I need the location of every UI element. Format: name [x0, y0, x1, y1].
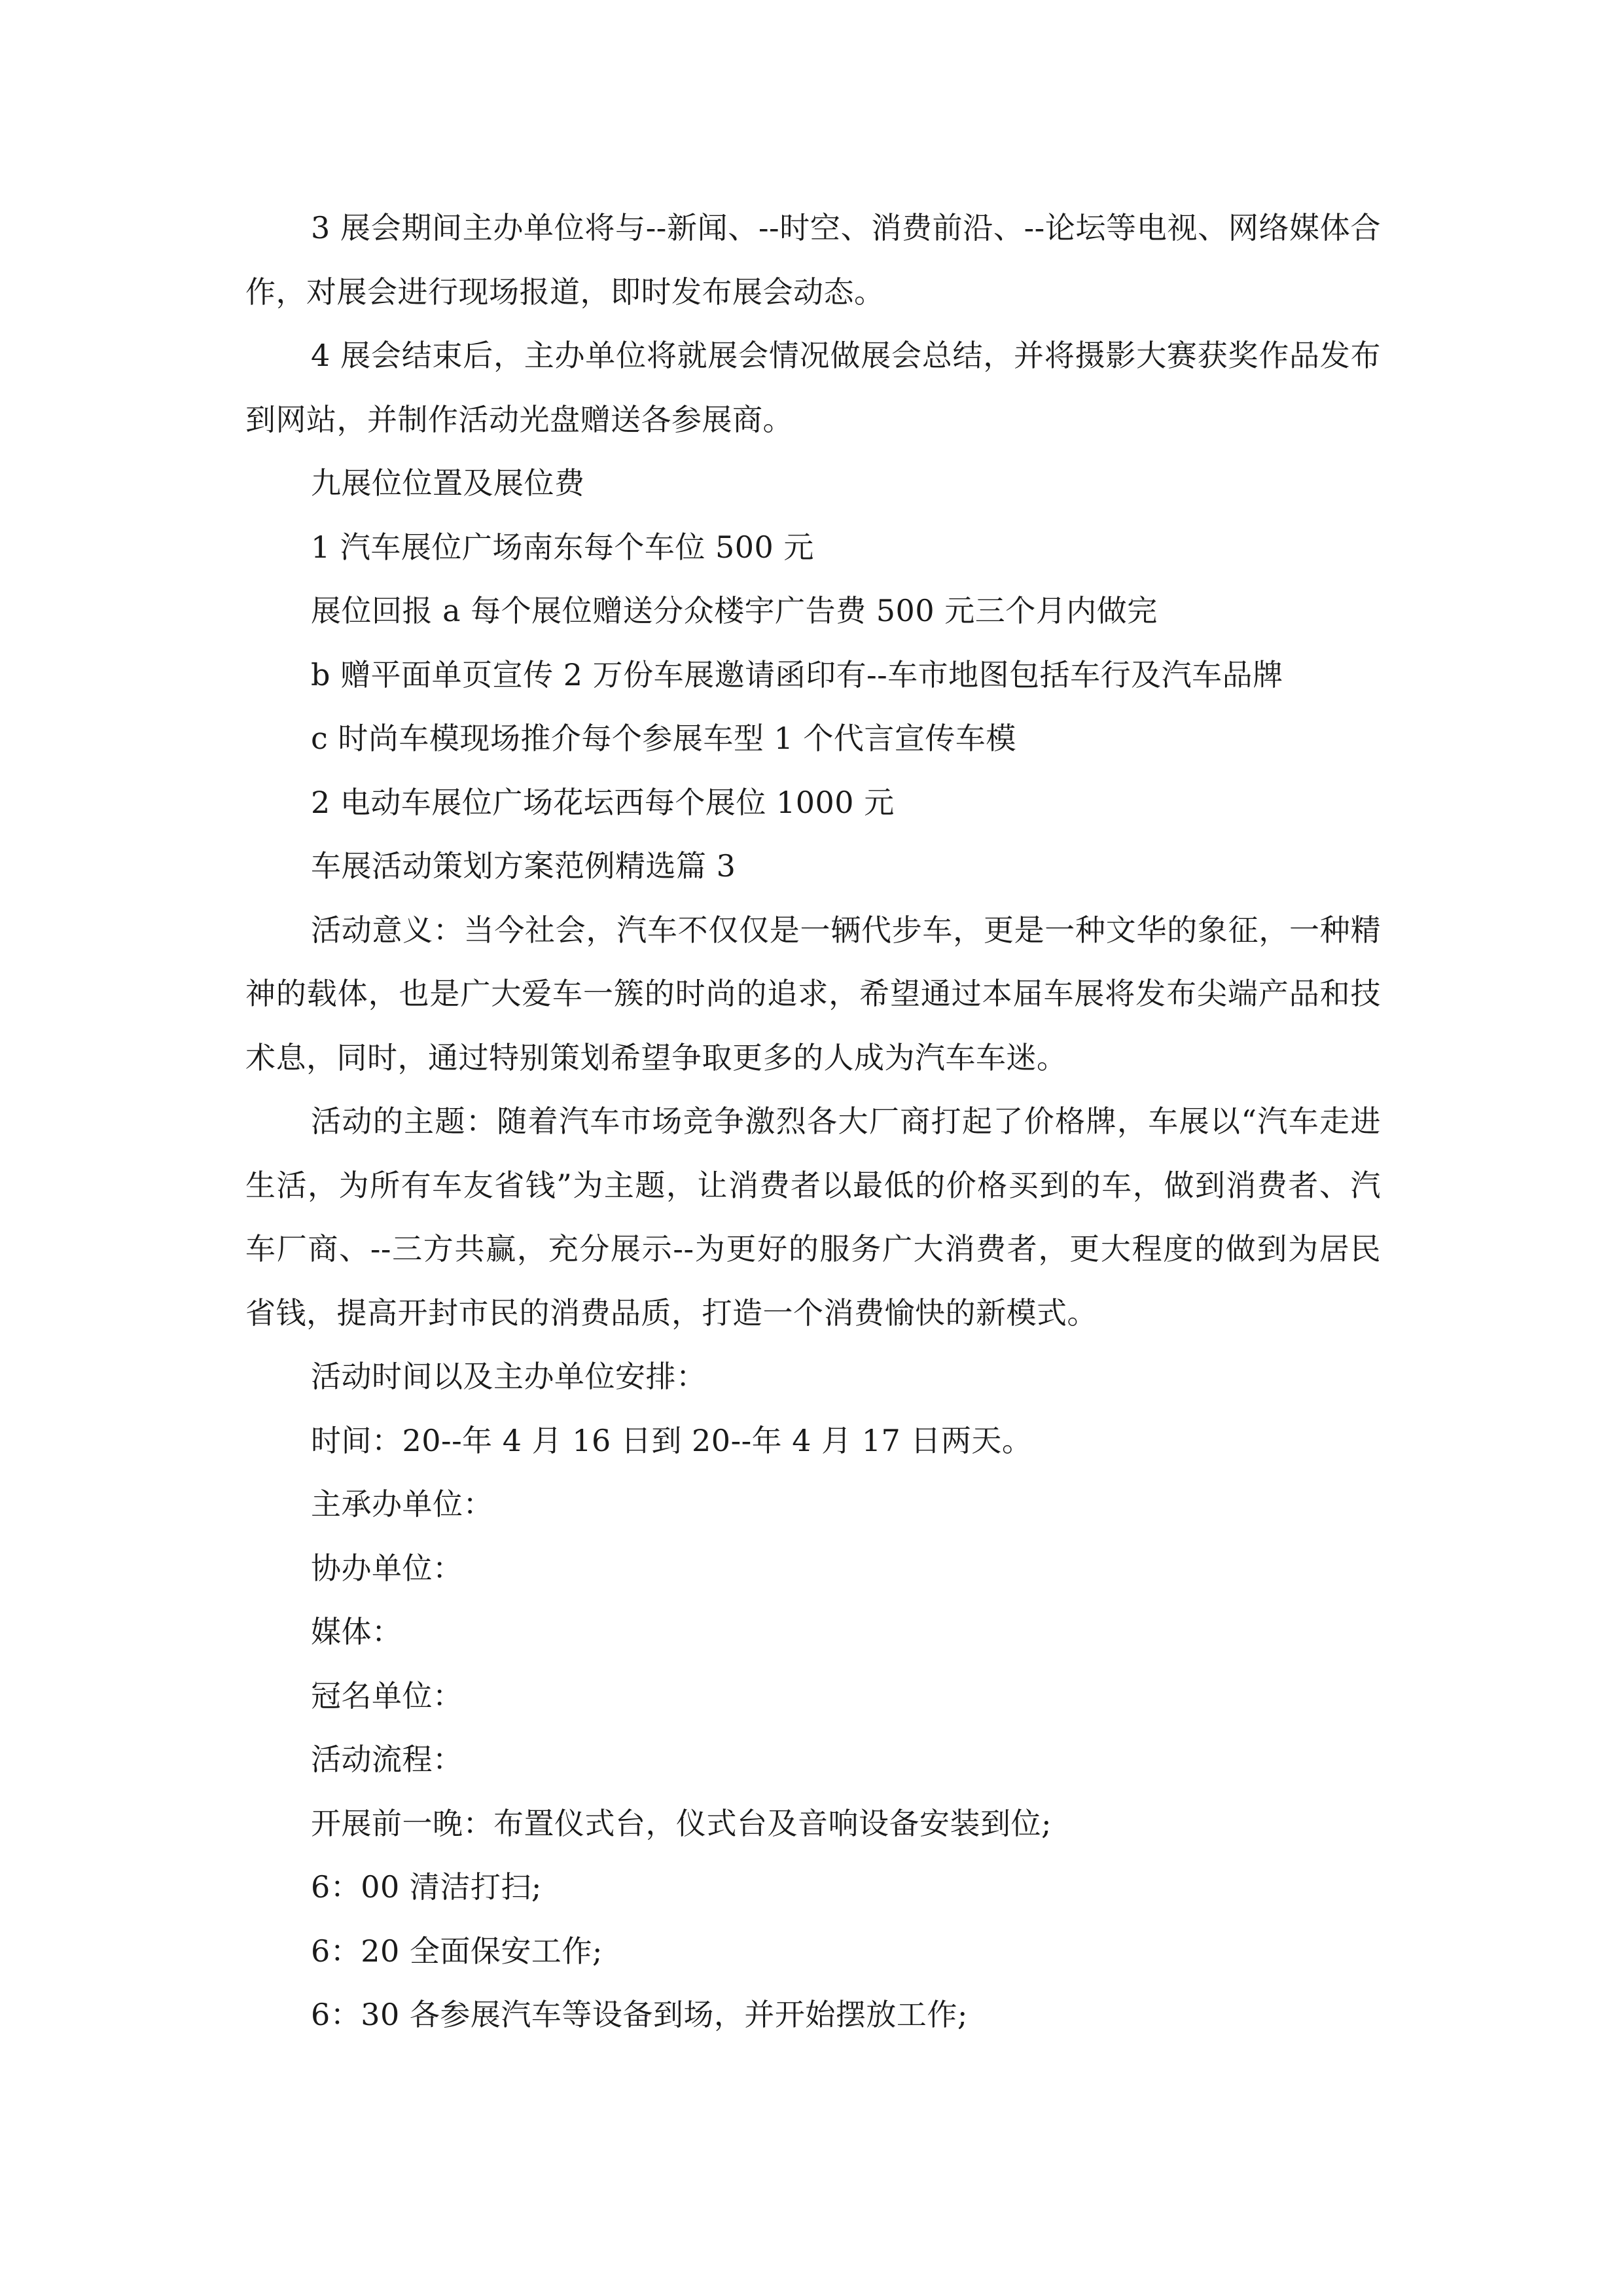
section-heading-part-3: 车展活动策划方案范例精选篇 3 [311, 848, 736, 884]
paragraph-organizer: 主承办单位： [311, 1486, 493, 1522]
paragraph-media-coverage: 3 展会期间主办单位将与--新闻、--时空、消费前沿、--论坛等电视、网络媒体合作，对展会进行现场报道，即时发布展会动态。 [245, 210, 1381, 310]
paragraph-activity-theme: 活动的主题：随着汽车市场竞争激烈各大厂商打起了价格牌，车展以“汽车走进生活，为所有车友省钱”为主题，让消费者以最低的价格买到的车，做到消费者、汽车厂商、--三方共赢，充分展示--为更好的服务广大消费者，更大程度的做到为居民省钱，提高开封市民的消费品质，打造一个消费愉快的新模式。 [245, 1103, 1381, 1331]
paragraph-booth-return-a: 展位回报 a 每个展位赠送分众楼宇广告费 500 元三个月内做完 [311, 593, 1158, 628]
paragraph-exhibition-summary: 4 展会结束后，主办单位将就展会情况做展会总结，并将摄影大赛获奖作品发布到网站，并制作活动光盘赠送各参展商。 [245, 338, 1381, 437]
paragraph-activity-significance: 活动意义：当今社会，汽车不仅仅是一辆代步车，更是一种文华的象征，一种精神的载体，也是广大爱车一簇的时尚的追求，希望通过本届车展将发布尖端产品和技术息，同时，通过特别策划希望争取更多的人成为汽车车迷。 [245, 912, 1381, 1075]
document-body [245, 196, 1381, 2047]
paragraph-0620-security: 6：20 全面保安工作; [311, 1933, 603, 1969]
paragraph-ebike-booth: 2 电动车展位广场花坛西每个展位 1000 元 [311, 784, 895, 820]
paragraph-schedule-heading: 活动时间以及主办单位安排： [311, 1359, 707, 1394]
paragraph-co-organizer: 协办单位： [311, 1550, 463, 1586]
paragraph-time: 时间：20--年 4 月 16 日到 20--年 4 月 17 日两天。 [311, 1422, 1033, 1458]
paragraph-title-sponsor: 冠名单位： [311, 1677, 463, 1713]
paragraph-media: 媒体： [311, 1614, 402, 1649]
paragraph-eve-setup: 开展前一晚：布置仪式台，仪式台及音响设备安装到位; [311, 1805, 1052, 1841]
paragraph-0600-cleaning: 6：00 清洁打扫; [311, 1869, 542, 1905]
paragraph-booth-return-c: c 时尚车模现场推介每个参展车型 1 个代言宣传车模 [311, 721, 1016, 756]
section-heading-booth-fees: 九展位位置及展位费 [311, 465, 585, 501]
paragraph-booth-return-b: b 赠平面单页宣传 2 万份车展邀请函印有--车市地图包括车行及汽车品牌 [311, 656, 1283, 692]
paragraph-0630-arrival: 6：30 各参展汽车等设备到场，并开始摆放工作; [311, 1997, 968, 2032]
paragraph-car-booth: 1 汽车展位广场南东每个车位 500 元 [311, 529, 814, 565]
paragraph-activity-flow: 活动流程： [311, 1742, 463, 1777]
